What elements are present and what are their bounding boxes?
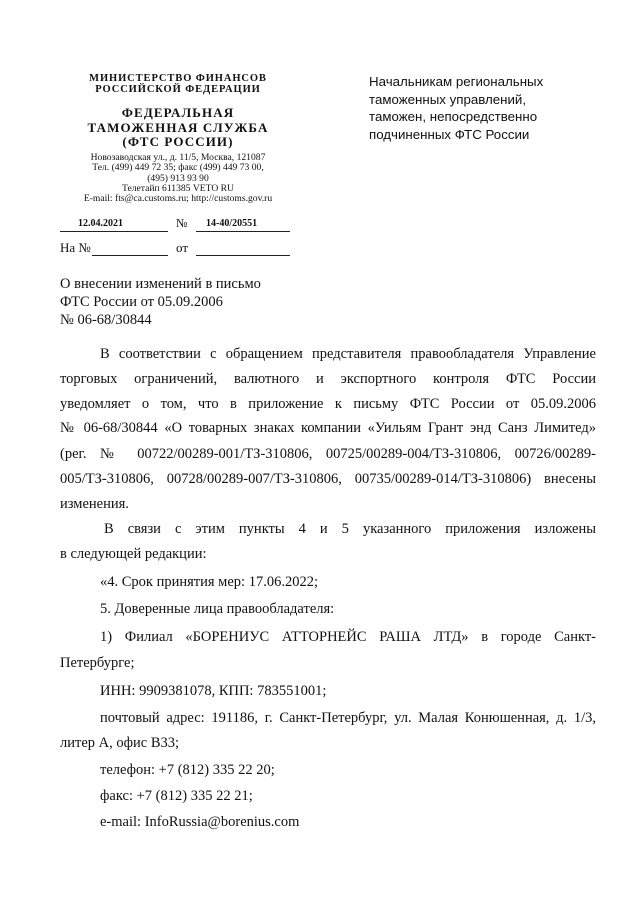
contact-block <box>60 153 296 204</box>
body-line: В соответствии с обращением представителя правообладателя Управление <box>100 346 596 362</box>
subject-line: ФТС России от 05.09.2006 <box>60 294 223 310</box>
body-line: e-mail: InfoRussia@borenius.com <box>100 814 300 830</box>
body-line: «4. Срок принятия мер: 17.06.2022; <box>100 574 318 590</box>
letter-date: 12.04.2021 <box>78 218 123 229</box>
contact-email: E-mail: fts@ca.customs.ru; http://customs.gov.ru <box>83 193 273 205</box>
body-line: Петербурге; <box>60 655 135 671</box>
body-line: (рег. № 00722/00289-001/ТЗ-310806, 00725/00289-004/ТЗ-310806, 00726/00289- <box>60 446 596 462</box>
body-line: телефон: +7 (812) 335 22 20; <box>100 762 275 778</box>
service-line: ФЕДЕРАЛЬНАЯ <box>121 105 235 120</box>
body-line: в следующей редакции: <box>60 546 207 562</box>
body-line: изменения. <box>60 496 129 512</box>
body-line: 5. Доверенные лица правообладателя: <box>100 601 335 617</box>
service-line: (ФТС РОССИИ) <box>122 134 234 149</box>
addressee-line: таможен, непосредственно <box>369 109 538 124</box>
subject-line: № 06-68/30844 <box>60 312 152 328</box>
from-underline <box>196 255 290 256</box>
body-line: почтовый адрес: 191186, г. Санкт-Петербург, ул. Малая Конюшенная, д. 1/3, <box>100 710 596 726</box>
from-label: от <box>176 240 189 255</box>
body-line: 1) Филиал «БОРЕНИУС АТТОРНЕЙС РАША ЛТД» в городе Санкт- <box>100 629 596 645</box>
body-line: 005/ТЗ-310806, 00728/00289-007/ТЗ-310806, 00735/00289-014/ТЗ-310806) внесены <box>60 471 596 487</box>
body-line: факс: +7 (812) 335 22 21; <box>100 788 253 804</box>
contact-phone: Тел. (499) 449 72 35; факс (499) 449 73 00, <box>92 162 264 174</box>
body-line: № 06-68/30844 «О товарных знаках компании «Уильям Грант энд Санз Лимитед» <box>60 420 596 436</box>
subject-line: О внесении изменений в письмо <box>60 276 261 292</box>
contact-teletype: Телетайп 611385 VETO RU <box>122 182 234 194</box>
ministry-name <box>60 73 296 95</box>
ministry-line: РОССИЙСКОЙ ФЕДЕРАЦИИ <box>95 84 261 95</box>
reference-underline <box>92 255 168 256</box>
service-line: ТАМОЖЕННАЯ СЛУЖБА <box>87 119 269 135</box>
letter-subject <box>60 275 360 329</box>
addressee-line: подчиненных ФТС России <box>369 126 530 142</box>
addressee-line: таможенных управлений, <box>369 91 527 107</box>
letter-number: 14-40/20551 <box>206 218 258 229</box>
date-underline <box>60 231 168 232</box>
service-name <box>60 106 296 150</box>
contact-phone-2: (495) 913 93 90 <box>147 172 209 184</box>
number-sign: № <box>176 216 188 230</box>
body-line: уведомляет о том, что в приложение к письму ФТС России от 05.09.2006 <box>60 396 596 412</box>
addressee-line: Начальникам региональных <box>369 74 544 89</box>
body-line: ИНН: 9909381078, КПП: 783551001; <box>100 683 327 699</box>
body-line: литер А, офис В33; <box>60 735 180 751</box>
reference-label: На № <box>60 240 91 255</box>
contact-address: Новозаводская ул., д. 11/5, Москва, 121087 <box>90 152 266 163</box>
ministry-line: МИНИСТЕРСТВО ФИНАНСОВ <box>89 73 267 84</box>
number-underline <box>196 231 290 232</box>
body-line: В связи с этим пункты 4 и 5 указанного приложения изложены <box>104 521 596 537</box>
addressee <box>369 73 609 143</box>
body-line: торговых ограничений, валютного и экспортного контроля ФТС России <box>60 371 596 387</box>
